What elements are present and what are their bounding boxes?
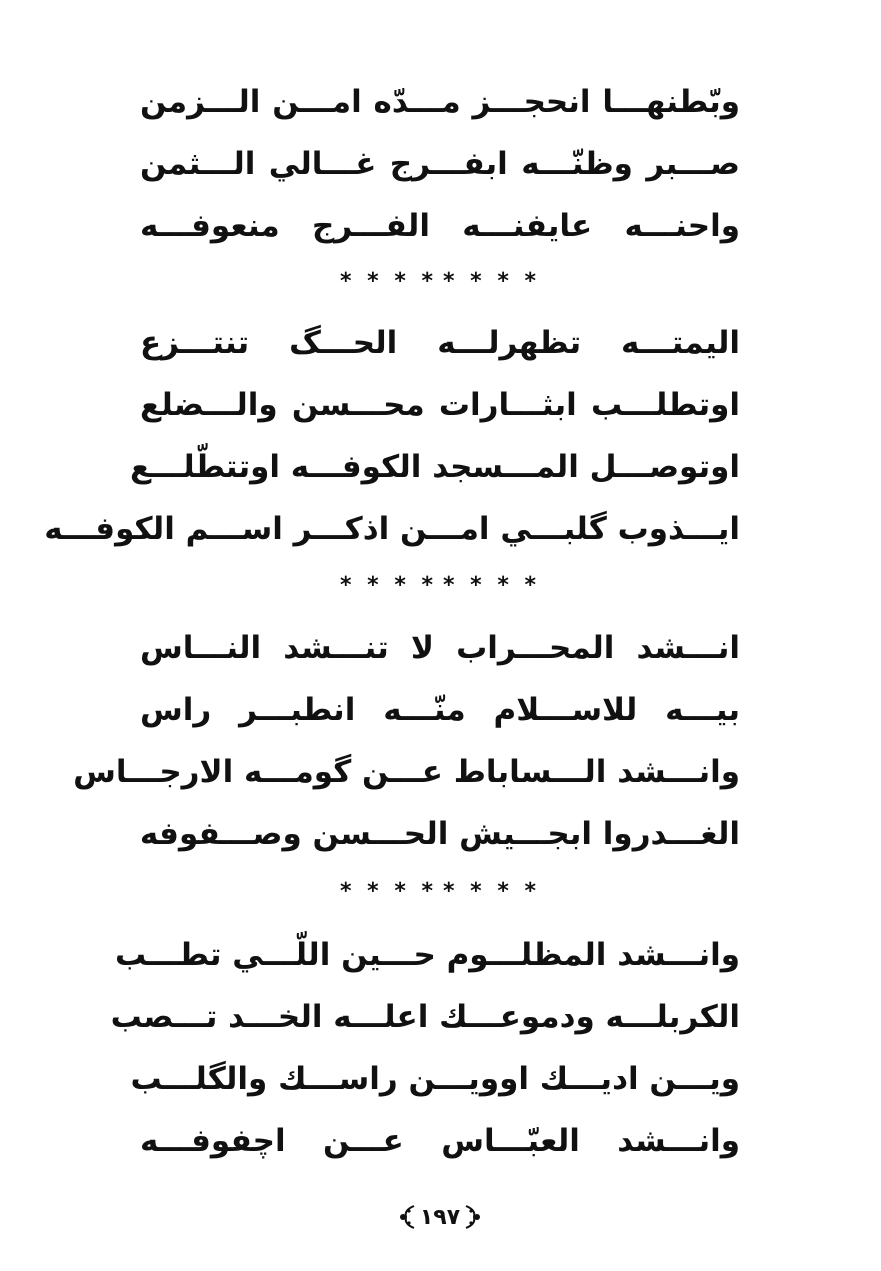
page-number	[400, 1200, 480, 1236]
verse-line: وبّطنهـــا انحجـــز مـــدّه امـــن الـــزمن	[140, 84, 740, 120]
verse-line: ويـــن اديـــك اوويـــن راســـك والگلـــب	[130, 1061, 740, 1097]
verse-line: بيـــه للاســـلام منّـــه انطبـــر راس	[140, 692, 740, 728]
divider-stars-left: * * * *	[340, 878, 437, 904]
verse-line: واحنـــه عايفنـــه الفـــرج منعوفـــه	[140, 208, 740, 244]
stanza-1	[140, 71, 740, 257]
stanza-divider	[340, 266, 540, 296]
verse-line: اوتطلـــب ابثـــارات محـــسن والـــضلع	[140, 387, 740, 423]
floral-bracket-icon	[464, 1204, 482, 1233]
verse-line: الغـــدروا ابجـــيش الحـــسن وصـــفوفه	[139, 816, 740, 852]
verse-line: وانـــشد المظلـــوم حـــين اللّـــي تطـــب	[115, 937, 740, 973]
verse-line: اليمتـــه تظهرلـــه الحـــگ تنتـــزع	[140, 325, 740, 361]
divider-stars-left: * * * *	[340, 268, 437, 294]
stanza-3	[73, 617, 740, 865]
stanza-divider	[340, 876, 540, 906]
stanza-divider	[340, 570, 540, 600]
divider-stars-left: * * * *	[340, 572, 437, 598]
divider-stars-right: * * * *	[443, 878, 540, 904]
verse-line: الكربلـــه ودموعـــك اعلـــه الخـــد تـــصب	[110, 999, 740, 1035]
stanza-2	[44, 312, 740, 560]
divider-stars-right: * * * *	[443, 572, 540, 598]
page-number-text: ١٩٧	[419, 1205, 461, 1230]
divider-stars-right: * * * *	[443, 268, 540, 294]
verse-line: اوتوصـــل المـــسجد الكوفـــه اوتتطّلـــع	[129, 449, 740, 485]
stanza-4	[110, 924, 740, 1172]
verse-line: صـــبر وظنّـــه ابفـــرج غـــالي الـــثمن	[140, 146, 740, 182]
floral-bracket-icon	[398, 1204, 416, 1233]
verse-line: وانـــشد الـــساباط عـــن گومـــه الارجـــاس	[73, 754, 740, 790]
verse-line: انـــشد المحـــراب لا تنـــشد النـــاس	[140, 630, 740, 666]
verse-line: وانـــشد العبّـــاس عـــن اچفوفـــه	[140, 1123, 740, 1159]
verse-line: ايـــذوب گلبـــي امـــن اذكـــر اســـم الكوفـــه	[44, 511, 740, 547]
